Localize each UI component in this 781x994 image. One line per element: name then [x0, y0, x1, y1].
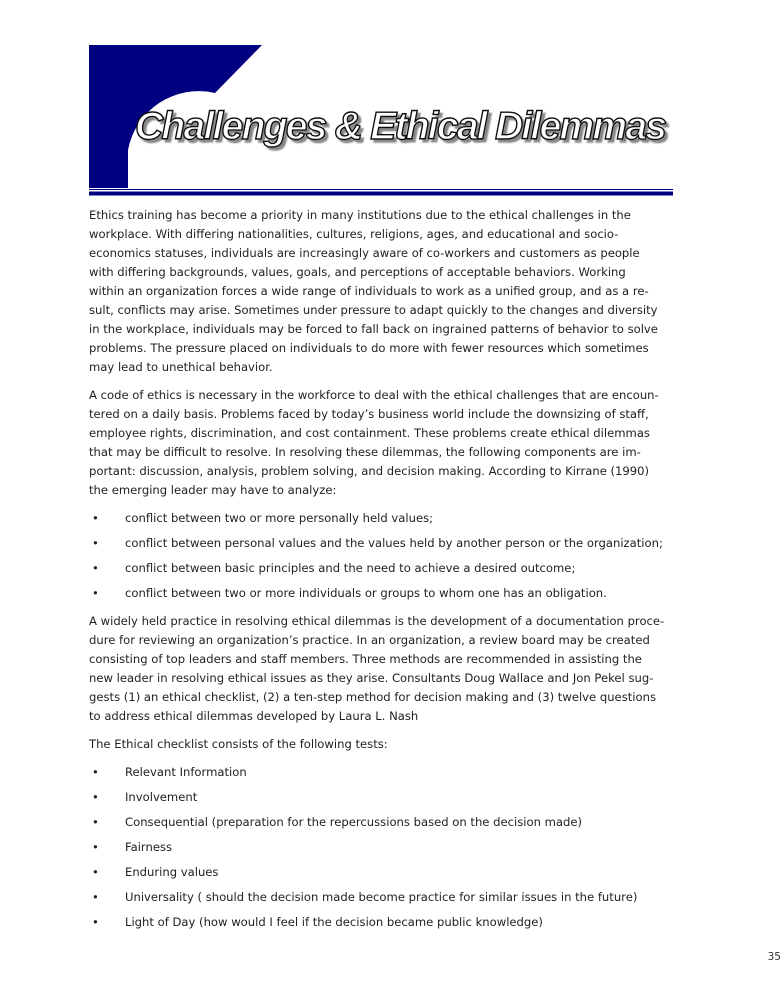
text-line: dure for reviewing an organization’s practice. In an organization, a review board may be created [89, 633, 650, 647]
text-line: the emerging leader may have to analyze: [89, 483, 337, 497]
list-item-text: Enduring values [125, 865, 219, 879]
conflict-list [89, 509, 729, 603]
list-item [89, 509, 729, 528]
bullet-icon: • [92, 586, 99, 600]
header-rule-thick [89, 192, 673, 196]
text-line: problems. The pressure placed on individuals to do more with fewer resources which sometimes [89, 341, 649, 355]
text-line: with differing backgrounds, values, goals, and perceptions of acceptable behaviors. Working [89, 265, 626, 279]
bullet-icon: • [92, 915, 99, 929]
body-text [89, 206, 781, 964]
page-number: 35 [767, 951, 781, 963]
text-line: The Ethical checklist consists of the following tests: [89, 737, 388, 751]
bullet-icon: • [92, 865, 99, 879]
list-item [89, 888, 729, 907]
bullet-icon: • [92, 790, 99, 804]
list-item-text: conflict between personal values and the values held by another person or the organization; [125, 536, 663, 550]
bullet-icon: • [92, 536, 99, 550]
list-item-text: Light of Day (how would I feel if the decision became public knowledge) [125, 915, 543, 929]
list-item-text: Consequential (preparation for the repercussions based on the decision made) [125, 815, 583, 829]
bullet-icon: • [92, 815, 99, 829]
text-line: economics statuses, individuals are increasingly aware of co-workers and customers as people [89, 246, 640, 260]
ethical-checklist [89, 763, 729, 932]
header-banner-wrap [0, 0, 768, 200]
paragraph-resolution-practice [89, 612, 729, 726]
paragraph-checklist-intro [89, 735, 729, 754]
text-line: tered on a daily basis. Problems faced by today’s business world include the downsizing of staff, [89, 407, 649, 421]
bullet-icon: • [92, 840, 99, 854]
list-item [89, 559, 729, 578]
text-line: within an organization forces a wide range of individuals to work as a unified group, and as a re- [89, 284, 649, 298]
list-item [89, 534, 729, 553]
list-item [89, 813, 729, 832]
list-item-text: Fairness [125, 840, 173, 854]
list-item [89, 584, 729, 603]
list-item-text: Involvement [125, 790, 198, 804]
page-title: Challenges & Ethical Dilemmas [135, 105, 667, 148]
text-line: employee rights, discrimination, and cost containment. These problems create ethical dilemmas [89, 426, 650, 440]
text-line: that may be difficult to resolve. In resolving these dilemmas, the following components are im- [89, 445, 641, 459]
list-item-text: conflict between two or more personally held values; [125, 511, 434, 525]
bullet-icon: • [92, 511, 99, 525]
text-line: new leader in resolving ethical issues as they arise. Consultants Doug Wallace and Jon Pekel sug- [89, 671, 654, 685]
text-line: workplace. With differing nationalities, cultures, religions, ages, and educational and socio- [89, 227, 619, 241]
list-item-text: Universality ( should the decision made become practice for similar issues in the future) [125, 890, 638, 904]
list-item [89, 838, 729, 857]
bullet-icon: • [92, 765, 99, 779]
text-line: may lead to unethical behavior. [89, 360, 273, 374]
text-line: A code of ethics is necessary in the workforce to deal with the ethical challenges that are encoun- [89, 388, 659, 402]
list-item [89, 863, 729, 882]
text-line: Ethics training has become a priority in many institutions due to the ethical challenges in the [89, 208, 631, 222]
text-line: sult, conflicts may arise. Sometimes under pressure to adapt quickly to the changes and diversity [89, 303, 658, 317]
list-item [89, 763, 729, 782]
paragraph-intro [89, 206, 729, 377]
header-banner [0, 0, 768, 200]
text-line: portant: discussion, analysis, problem solving, and decision making. According to Kirrane (1990) [89, 464, 650, 478]
text-line: consisting of top leaders and staff members. Three methods are recommended in assisting the [89, 652, 642, 666]
text-line: to address ethical dilemmas developed by Laura L. Nash [89, 709, 419, 723]
text-line: in the workplace, individuals may be forced to fall back on ingrained patterns of behavior to solve [89, 322, 658, 336]
list-item-text: conflict between two or more individuals or groups to whom one has an obligation. [125, 586, 607, 600]
list-item [89, 788, 729, 807]
bullet-icon: • [92, 890, 99, 904]
text-line: gests (1) an ethical checklist, (2) a ten-step method for decision making and (3) twelve questions [89, 690, 656, 704]
text-line: A widely held practice in resolving ethical dilemmas is the development of a documentation proce- [89, 614, 665, 628]
list-item-text: Relevant Information [125, 765, 247, 779]
list-item-text: conflict between basic principles and the need to achieve a desired outcome; [125, 561, 576, 575]
list-item [89, 913, 729, 932]
bullet-icon: • [92, 561, 99, 575]
paragraph-code-of-ethics [89, 386, 729, 500]
